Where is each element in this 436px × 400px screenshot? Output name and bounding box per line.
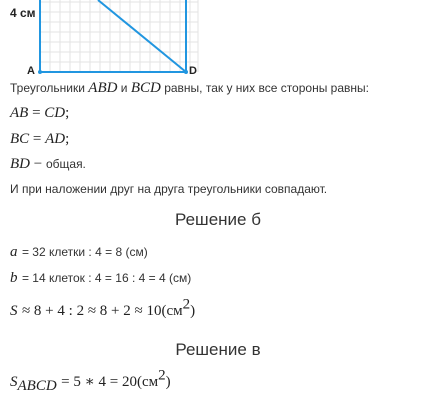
s-abcd-exponent: 2 xyxy=(158,367,166,384)
triangle-abd: ABD xyxy=(88,80,118,96)
s-expr: ≈ 8 + 4 : 2 ≈ 8 + 2 ≈ 10(см xyxy=(21,303,183,319)
vertex-d-dot xyxy=(184,70,188,74)
proof-sentence xyxy=(10,80,369,97)
bc-var: BC xyxy=(10,131,30,147)
b-calc-text: = 14 клеток : 4 = 16 : 4 = 4 (см) xyxy=(21,271,192,285)
a-var: a xyxy=(10,244,18,260)
s-abcd-var: S xyxy=(10,374,18,390)
proof-suffix: равны, так у них все стороны равны: xyxy=(164,81,369,95)
conclusion-text: И при наложении друг на друга треугольники совпадают. xyxy=(10,182,328,196)
s-var: S xyxy=(10,303,18,319)
solution-v-heading: Решение в xyxy=(175,340,261,359)
solution-b-heading: Решение б xyxy=(175,210,261,229)
vertex-a-label: A xyxy=(27,65,35,77)
area-b-calc xyxy=(10,296,196,320)
s-abcd-subscript: ABCD xyxy=(17,378,57,395)
b-var: b xyxy=(10,270,18,286)
vertex-d-label: D xyxy=(189,65,197,77)
side-b-calc xyxy=(10,269,191,287)
and-word: и xyxy=(120,81,128,95)
diagonal-bd xyxy=(98,0,186,72)
triangle-bcd: BCD xyxy=(130,80,161,96)
side-a-calc xyxy=(10,243,148,261)
equality-ab-cd: AB = CD; xyxy=(10,105,70,121)
common-text: общая. xyxy=(45,157,86,171)
cd-var: CD xyxy=(44,105,66,121)
a-calc-text: = 32 клетки : 4 = 8 (см) xyxy=(21,245,148,259)
proof-prefix: Треугольники xyxy=(10,81,85,95)
equality-bc-ad: BC = AD; xyxy=(10,131,70,147)
s-abcd-close: ) xyxy=(165,374,171,390)
ab-var: AB xyxy=(10,105,29,121)
rectangle-figure xyxy=(0,0,436,82)
vertex-a-dot xyxy=(38,70,42,74)
bd-var: BD xyxy=(10,156,30,172)
s-close: ) xyxy=(190,303,196,319)
rectangle-abcd xyxy=(40,0,186,72)
s-exponent: 2 xyxy=(182,296,191,313)
side-length-label: 4 см xyxy=(10,6,36,20)
ad-var: AD xyxy=(45,131,66,147)
s-abcd-expr: = 5 ∗ 4 = 20(см xyxy=(61,374,159,390)
area-abcd-calc xyxy=(10,367,171,395)
common-side-bd: BD − общая. xyxy=(10,156,86,172)
